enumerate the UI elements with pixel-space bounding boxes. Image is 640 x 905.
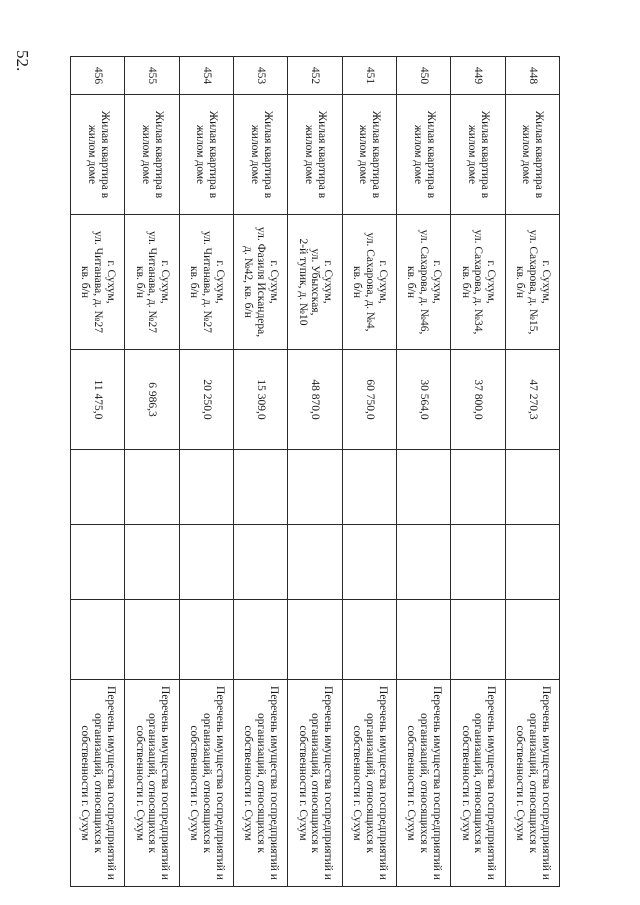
address-cell: г. Сухум, ул. Сахарова, д. №46, кв. б/н: [397, 215, 451, 350]
table-row: [397, 57, 451, 887]
empty-cell: [397, 450, 451, 525]
address-cell: г. Сухум, ул. Убыхская, 2-й тупик, д. №10: [288, 215, 342, 350]
area-cell: 15 309,0: [234, 350, 288, 450]
row-number-cell: 453: [234, 57, 288, 95]
empty-cell: [397, 525, 451, 600]
address-cell: г. Сухум, ул. Сахарова, д. №15, кв. б/н: [505, 215, 559, 350]
address-cell: г. Сухум, ул. Сахарова, д. №34, кв. б/н: [451, 215, 505, 350]
empty-cell: [288, 525, 342, 600]
table-row: [505, 57, 559, 887]
area-cell: 20 250,0: [179, 350, 233, 450]
empty-cell: [234, 450, 288, 525]
object-type-cell: Жилая квартира в жилом доме: [451, 95, 505, 215]
empty-cell: [179, 600, 233, 680]
area-cell: 30 564,0: [397, 350, 451, 450]
object-type-cell: Жилая квартира в жилом доме: [234, 95, 288, 215]
empty-cell: [234, 525, 288, 600]
empty-cell: [505, 525, 559, 600]
area-cell: 6 986,3: [125, 350, 179, 450]
row-number-cell: 452: [288, 57, 342, 95]
empty-cell: [179, 525, 233, 600]
note-cell: Перечень имущества госпредприятий и организаций, относящихся к собственности г. Сухум: [397, 680, 451, 887]
address-cell: г. Сухум, ул. Читанава, д. №27 кв. б/н: [71, 215, 125, 350]
table-row: [288, 57, 342, 887]
property-table: [70, 56, 560, 887]
object-type-cell: Жилая квартира в жилом доме: [397, 95, 451, 215]
empty-cell: [125, 450, 179, 525]
empty-cell: [288, 450, 342, 525]
empty-cell: [71, 600, 125, 680]
row-number-cell: 455: [125, 57, 179, 95]
area-cell: 11 475,0: [71, 350, 125, 450]
empty-cell: [505, 600, 559, 680]
address-cell: г. Сухум, ул. Фазиля Искандера, д. №42, кв. б/н: [234, 215, 288, 350]
empty-cell: [179, 450, 233, 525]
table-row: [179, 57, 233, 887]
object-type-cell: Жилая квартира в жилом доме: [342, 95, 396, 215]
address-cell: г. Сухум, ул. Сахарова, д. №4, кв. б/н: [342, 215, 396, 350]
empty-cell: [451, 525, 505, 600]
table-row: [125, 57, 179, 887]
area-cell: 60 750,0: [342, 350, 396, 450]
object-type-cell: Жилая квартира в жилом доме: [125, 95, 179, 215]
empty-cell: [234, 600, 288, 680]
row-number-cell: 449: [451, 57, 505, 95]
table-row: [71, 57, 125, 887]
table-row: [234, 57, 288, 887]
note-cell: Перечень имущества госпредприятий и организаций, относящихся к собственности г. Сухум: [125, 680, 179, 887]
address-cell: г. Сухум, ул. Читанава, д. №27 кв. б/н: [125, 215, 179, 350]
table-body: [71, 57, 560, 887]
empty-cell: [71, 525, 125, 600]
empty-cell: [342, 525, 396, 600]
row-number-cell: 450: [397, 57, 451, 95]
area-cell: 47 270,3: [505, 350, 559, 450]
object-type-cell: Жилая квартира в жилом доме: [71, 95, 125, 215]
object-type-cell: Жилая квартира в жилом доме: [179, 95, 233, 215]
object-type-cell: Жилая квартира в жилом доме: [288, 95, 342, 215]
row-number-cell: 451: [342, 57, 396, 95]
empty-cell: [397, 600, 451, 680]
object-type-cell: Жилая квартира в жилом доме: [505, 95, 559, 215]
address-cell: г. Сухум, ул. Читанава, д. №27 кв. б/н: [179, 215, 233, 350]
page-number: 52.: [13, 50, 32, 72]
note-cell: Перечень имущества госпредприятий и организаций, относящихся к собственности г. Сухум: [179, 680, 233, 887]
area-cell: 48 870,0: [288, 350, 342, 450]
table-row: [451, 57, 505, 887]
row-number-cell: 448: [505, 57, 559, 95]
note-cell: Перечень имущества госпредприятий и организаций, относящихся к собственности г. Сухум: [288, 680, 342, 887]
note-cell: Перечень имущества госпредприятий и организаций, относящихся к собственности г. Сухум: [342, 680, 396, 887]
property-table-rotated: [70, 56, 560, 886]
row-number-cell: 454: [179, 57, 233, 95]
note-cell: Перечень имущества госпредприятий и организаций, относящихся к собственности г. Сухум: [505, 680, 559, 887]
empty-cell: [71, 450, 125, 525]
empty-cell: [125, 525, 179, 600]
note-cell: Перечень имущества госпредприятий и организаций, относящихся к собственности г. Сухум: [451, 680, 505, 887]
note-cell: Перечень имущества госпредприятий и организаций, относящихся к собственности г. Сухум: [71, 680, 125, 887]
empty-cell: [288, 600, 342, 680]
empty-cell: [451, 600, 505, 680]
table-row: [342, 57, 396, 887]
empty-cell: [505, 450, 559, 525]
empty-cell: [451, 450, 505, 525]
note-cell: Перечень имущества госпредприятий и организаций, относящихся к собственности г. Сухум: [234, 680, 288, 887]
empty-cell: [125, 600, 179, 680]
area-cell: 37 800,0: [451, 350, 505, 450]
empty-cell: [342, 450, 396, 525]
empty-cell: [342, 600, 396, 680]
row-number-cell: 456: [71, 57, 125, 95]
